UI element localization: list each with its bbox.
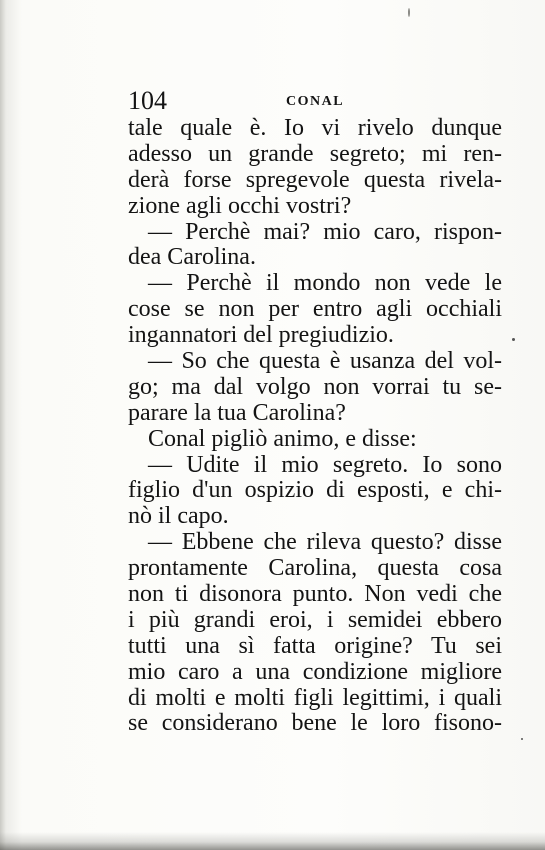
text-line: cose se non per entro agli occhiali	[128, 297, 502, 323]
running-head: CONAL	[286, 94, 345, 109]
text-line: ingannatori del pregiudizio.	[128, 322, 394, 349]
text-line: — Udite il mio segreto. Io sono	[148, 452, 502, 478]
text-line: figlio d'un ospizio di esposti, e chi-	[128, 478, 502, 504]
text-line: nò il capo.	[128, 503, 229, 530]
body-text	[128, 116, 502, 737]
text-line: go; ma dal volgo non vorrai tu se-	[128, 374, 502, 400]
text-line: adesso un grande segreto; mi ren-	[128, 141, 502, 167]
text-line: non ti disonora punto. Non vedi che	[128, 582, 502, 608]
paper-speck	[408, 8, 410, 17]
text-line: dea Carolina.	[128, 244, 256, 271]
page-header	[128, 86, 502, 116]
paper-speck	[512, 338, 515, 341]
text-line: — Perchè mai? mio caro, rispon-	[148, 219, 502, 245]
text-line: tutti una sì fatta origine? Tu sei	[128, 633, 502, 659]
text-line: tale quale è. Io vi rivelo dunque	[128, 116, 502, 141]
text-line: — Ebbene che rileva questo? disse	[148, 530, 502, 556]
text-line: parare la tua Carolina?	[128, 399, 346, 426]
text-line: i più grandi eroi, i semidei ebbero	[128, 607, 502, 633]
text-line: — Perchè il mondo non vede le	[148, 271, 502, 297]
text-line: prontamente Carolina, questa cosa	[128, 556, 502, 582]
text-line: mio caro a una condizione migliore	[128, 659, 502, 685]
page-number: 104	[128, 86, 167, 115]
page-bottom-edge	[0, 832, 545, 850]
text-line: — So che questa è usanza del vol-	[148, 349, 502, 375]
paper-speck	[521, 738, 523, 740]
text-line: zione agli occhi vostri?	[128, 192, 352, 219]
text-line: se considerano bene le loro fisono-	[128, 711, 502, 737]
text-line: Conal pigliò animo, e disse:	[148, 425, 417, 452]
text-line: di molti e molti figli legittimi, i quali	[128, 685, 502, 711]
text-line: derà forse spregevole questa rivela-	[128, 167, 502, 193]
